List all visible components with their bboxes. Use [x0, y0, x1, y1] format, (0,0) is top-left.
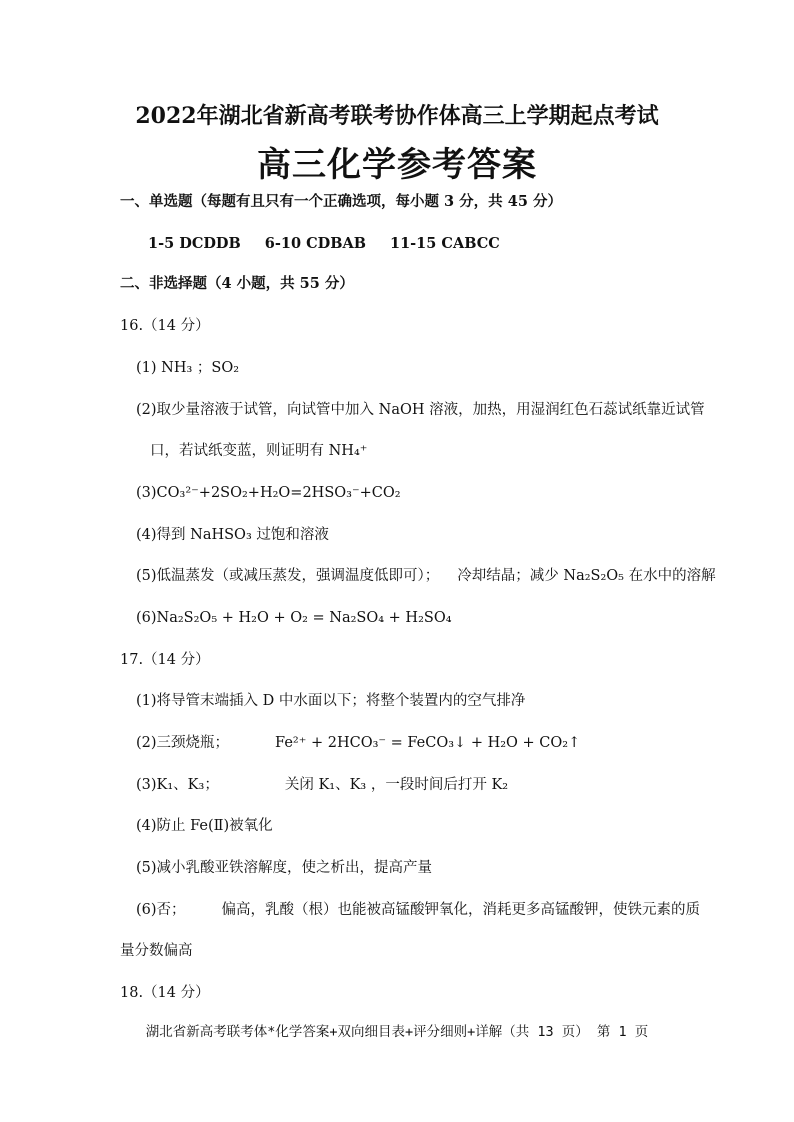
- q17-answer-3-part1: (3)K₁、K₃；: [136, 777, 219, 793]
- q17-answer-2: [136, 733, 580, 753]
- q17-answer-2-part1: (2)三颈烧瓶；: [136, 735, 230, 751]
- document-title: 2022年湖北省新高考联考协作体高三上学期起点考试: [135, 103, 659, 129]
- q16-answer-5-part1: (5)低温蒸发（或减压蒸发，强调温度低即可）；: [136, 568, 440, 584]
- q17-answer-6: [136, 900, 700, 920]
- section1-heading: 一、单选题（每题有且只有一个正确选项，每小题 3 分，共 45 分）: [120, 193, 562, 210]
- q17-answer-5: (5)减小乳酸亚铁溶解度，使之析出，提高产量: [136, 860, 433, 876]
- q17-answer-3: [136, 775, 508, 795]
- q16-answer-3: (3)CO₃²⁻+2SO₂+H₂O=2HSO₃⁻+CO₂: [136, 485, 401, 501]
- q16-answer-1: (1) NH₃ ；SO₂: [136, 360, 240, 376]
- q17-answer-4: (4)防止 Fe(Ⅱ)被氧化: [136, 818, 273, 834]
- q17-answer-6-part1: (6)否；: [136, 902, 186, 918]
- q16-answer-4: (4)得到 NaHSO₃ 过饱和溶液: [136, 527, 329, 543]
- q17-answer-6-part2: 偏高，乳酸（根）也能被高锰酸钾氧化，消耗更多高锰酸钾，使铁元素的质: [221, 902, 701, 918]
- mcq-answers: [148, 234, 500, 254]
- q16-answer-5: [136, 566, 716, 586]
- question-17-label: 17.（14 分）: [120, 652, 210, 668]
- mcq-answer-group-1: 1-5 DCDDB: [148, 235, 241, 252]
- q16-answer-5-part2: 冷却结晶；减少 Na₂S₂O₅ 在水中的溶解: [457, 568, 716, 584]
- question-16-label: 16.（14 分）: [120, 318, 210, 334]
- mcq-answer-group-3: 11-15 CABCC: [389, 235, 500, 252]
- q16-answer-2-line1: (2)取少量溶液于试管，向试管中加入 NaOH 溶液，加热，用湿润红色石蕊试纸靠近试管: [136, 402, 705, 418]
- q16-answer-6: (6)Na₂S₂O₅ + H₂O + O₂ = Na₂SO₄ + H₂SO₄: [136, 610, 452, 626]
- q17-answer-6-line2: 量分数偏高: [120, 943, 193, 959]
- q17-answer-1: (1)将导管末端插入 D 中水面以下；将整个装置内的空气排净: [136, 693, 526, 709]
- document-subtitle: 高三化学参考答案: [257, 145, 537, 185]
- page-footer: 湖北省新高考联考体*化学答案+双向细目表+评分细则+详解（共 13 页） 第 1 页: [145, 1024, 649, 1040]
- q17-answer-2-part2: Fe²⁺ + 2HCO₃⁻ = FeCO₃↓ + H₂O + CO₂↑: [275, 735, 581, 751]
- section2-heading: 二、非选择题（4 小题，共 55 分）: [120, 275, 354, 292]
- q17-answer-3-part2: 关闭 K₁、K₃ ，一段时间后打开 K₂: [284, 777, 509, 793]
- q16-answer-2-line2: 口，若试纸变蓝，则证明有 NH₄⁺: [150, 443, 368, 459]
- mcq-answer-group-2: 6-10 CDBAB: [264, 235, 366, 252]
- question-18-label: 18.（14 分）: [120, 985, 210, 1001]
